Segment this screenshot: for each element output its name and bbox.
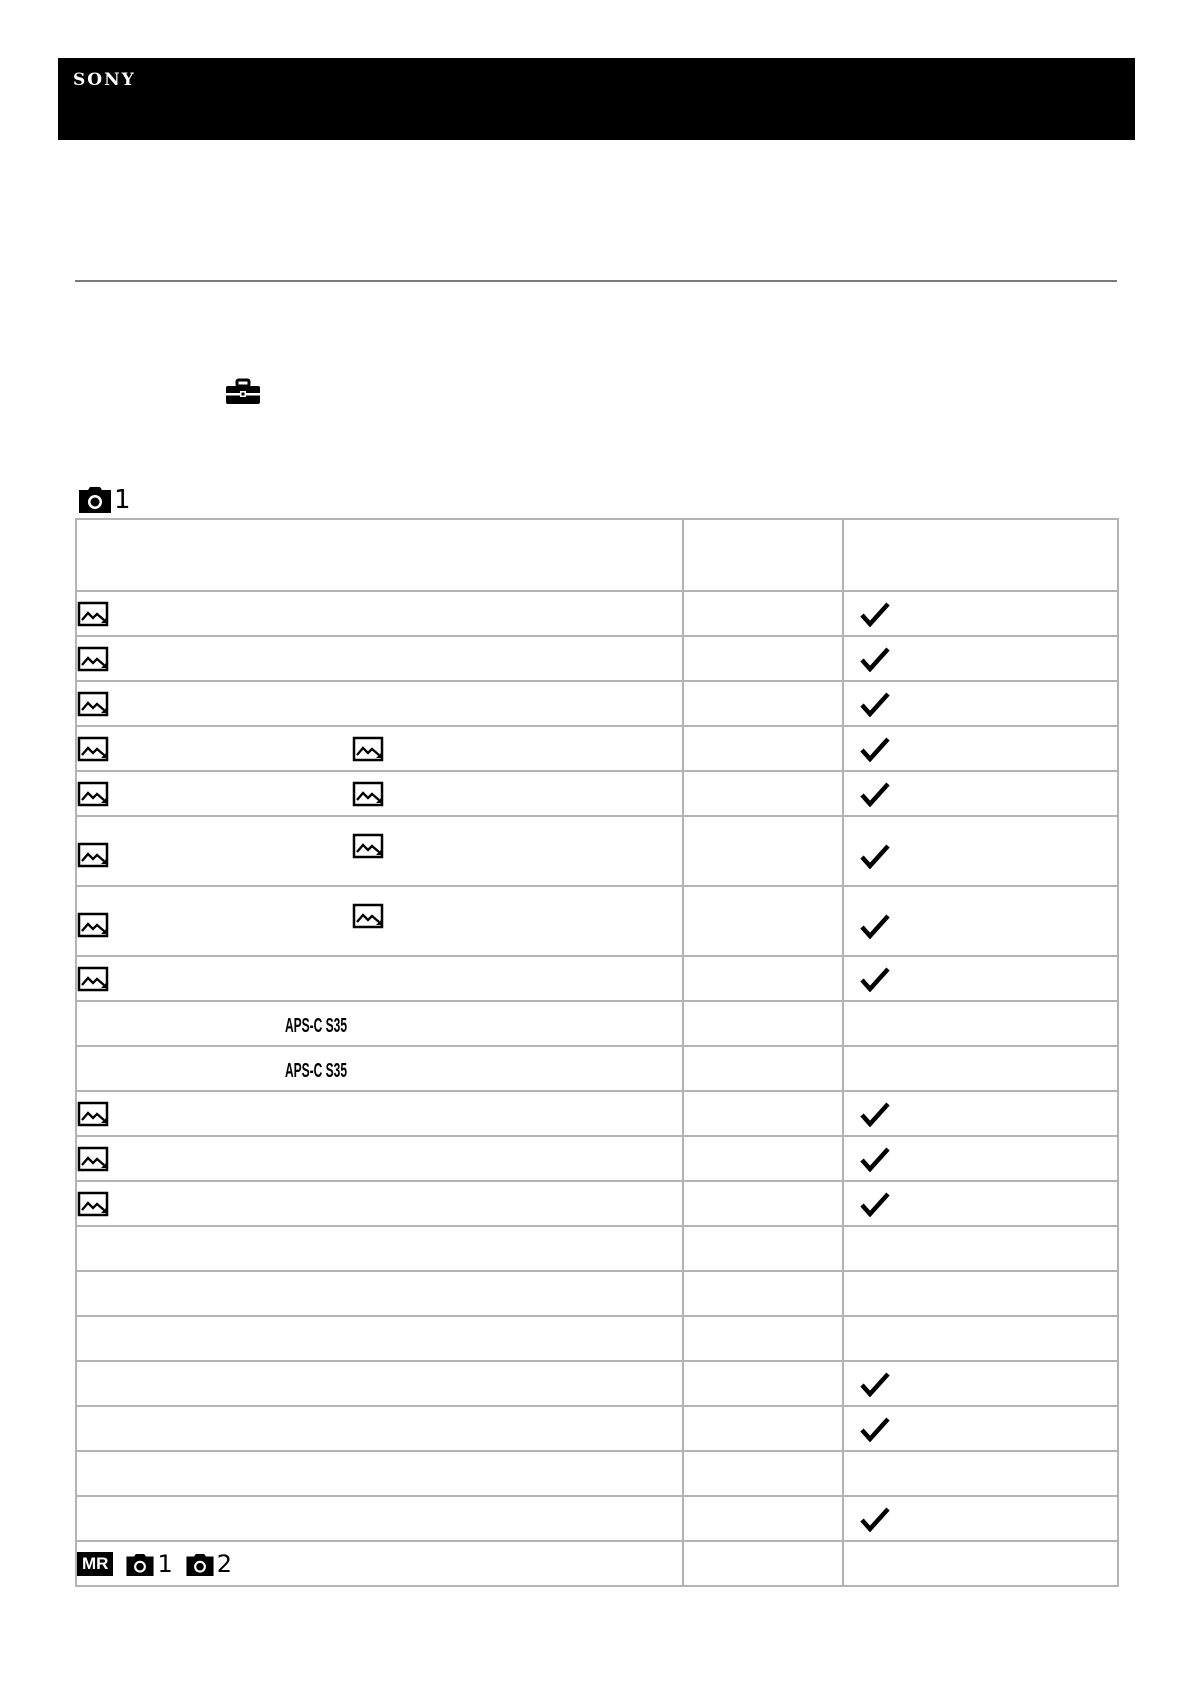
header-saved [843,519,1118,591]
saved-cell [843,1496,1118,1541]
setting-name-cell [76,1001,683,1046]
saved-cell [843,1181,1118,1226]
saved-cell [843,1361,1118,1406]
check-icon [860,691,890,717]
table-row [76,1091,1118,1136]
saved-cell [843,1001,1118,1046]
still-image-icon [77,736,109,762]
setting-name-cell [76,886,683,956]
saved-cell [843,681,1118,726]
setting-name-cell [76,1541,683,1586]
default-cell [683,956,843,1001]
table-row [76,1451,1118,1496]
check-icon [860,1506,890,1532]
setting-name-cell [76,636,683,681]
setting-name-cell [76,1406,683,1451]
check-icon [860,1416,890,1442]
check-icon [860,1146,890,1172]
camera-1-icon: 1 [125,1552,172,1576]
default-cell [683,1406,843,1451]
table-body [76,591,1118,1586]
still-image-icon [77,1146,109,1172]
header-bar [58,58,1135,140]
check-icon [860,843,890,869]
header-default [683,519,843,591]
title-divider [75,280,1117,282]
saved-cell [843,1046,1118,1091]
table-header-row [76,519,1118,591]
setting-name-cell [76,1496,683,1541]
setting-name-cell [76,1181,683,1226]
default-cell [683,771,843,816]
setting-name-cell [76,1316,683,1361]
default-cell [683,636,843,681]
setting-name-cell [76,1451,683,1496]
default-cell [683,1451,843,1496]
saved-cell [843,1406,1118,1451]
default-cell [683,1001,843,1046]
still-image-icon [352,781,384,807]
table-row [76,591,1118,636]
table-row [76,1361,1118,1406]
saved-cell [843,886,1118,956]
default-cell [683,1181,843,1226]
camera-icon [78,487,112,513]
default-cell [683,1496,843,1541]
saved-cell [843,1226,1118,1271]
table-row [76,1271,1118,1316]
mr-icon-group [77,1549,682,1578]
svg-text:APS-C S35: APS-C S35 [285,1060,347,1082]
svg-text:APS-C S35: APS-C S35 [285,1015,347,1037]
check-icon [860,601,890,627]
header-item [76,519,683,591]
setting-name-cell [76,591,683,636]
still-image-icon [77,842,109,868]
check-icon [860,781,890,807]
check-icon [860,646,890,672]
setting-name-cell [76,1136,683,1181]
default-cell [683,1316,843,1361]
still-image-icon [77,781,109,807]
table-row [76,771,1118,816]
setting-name-cell [76,726,683,771]
default-cell [683,726,843,771]
still-image-icon [77,1101,109,1127]
check-icon [860,966,890,992]
table-row [76,1001,1118,1046]
table-row [76,956,1118,1001]
table-row [76,886,1118,956]
default-cell [683,1046,843,1091]
table-row [76,1136,1118,1181]
saved-cell [843,1451,1118,1496]
check-icon [860,1191,890,1217]
setting-name-cell [76,1271,683,1316]
table-row [76,1046,1118,1091]
table-row [76,1181,1118,1226]
table-row [76,636,1118,681]
check-icon [860,736,890,762]
check-icon [860,913,890,939]
section-label [78,483,131,513]
setting-name-cell [76,1046,683,1091]
still-image-icon [77,912,109,938]
default-cell [683,1361,843,1406]
still-image-icon [77,966,109,992]
table-row [76,1406,1118,1451]
saved-cell [843,1271,1118,1316]
setting-name-cell [76,1091,683,1136]
saved-cell [843,726,1118,771]
default-cell [683,886,843,956]
camera-2-icon: 2 [185,1552,232,1576]
still-image-icon [352,736,384,762]
default-cell [683,1271,843,1316]
table-row [76,726,1118,771]
default-cell [683,591,843,636]
table-row [76,1541,1118,1586]
saved-cell [843,771,1118,816]
aps-c-s35-icon [285,1010,349,1038]
aps-c-s35-icon [285,1055,349,1083]
default-cell [683,1091,843,1136]
check-icon [860,1101,890,1127]
setting-name-cell [76,771,683,816]
table-row [76,1496,1118,1541]
saved-cell [843,1316,1118,1361]
still-image-icon [77,646,109,672]
still-image-icon [352,903,384,929]
saved-cell [843,1136,1118,1181]
table-row [76,1316,1118,1361]
default-cell [683,1226,843,1271]
setting-name-cell [76,1226,683,1271]
saved-cell [843,636,1118,681]
brand-logo: SONY [73,70,136,90]
saved-cell [843,591,1118,636]
default-cell [683,681,843,726]
toolbox-icon [225,379,261,405]
still-image-icon [77,691,109,717]
check-icon [860,1371,890,1397]
still-image-icon [77,601,109,627]
saved-cell [843,956,1118,1001]
still-image-icon [77,1191,109,1217]
default-cell [683,816,843,886]
table-row [76,681,1118,726]
section-number: 1 [114,485,131,515]
table-row [76,1226,1118,1271]
still-image-icon [352,833,384,859]
saved-cell [843,1541,1118,1586]
mr-icon: MR [77,1552,113,1576]
setting-name-cell [76,681,683,726]
saved-cell [843,816,1118,886]
setting-name-cell [76,1361,683,1406]
default-cell [683,1541,843,1586]
table-row [76,816,1118,886]
saved-cell [843,1091,1118,1136]
default-cell [683,1136,843,1181]
setting-name-cell [76,956,683,1001]
settings-table [75,518,1119,1587]
setting-name-cell [76,816,683,886]
